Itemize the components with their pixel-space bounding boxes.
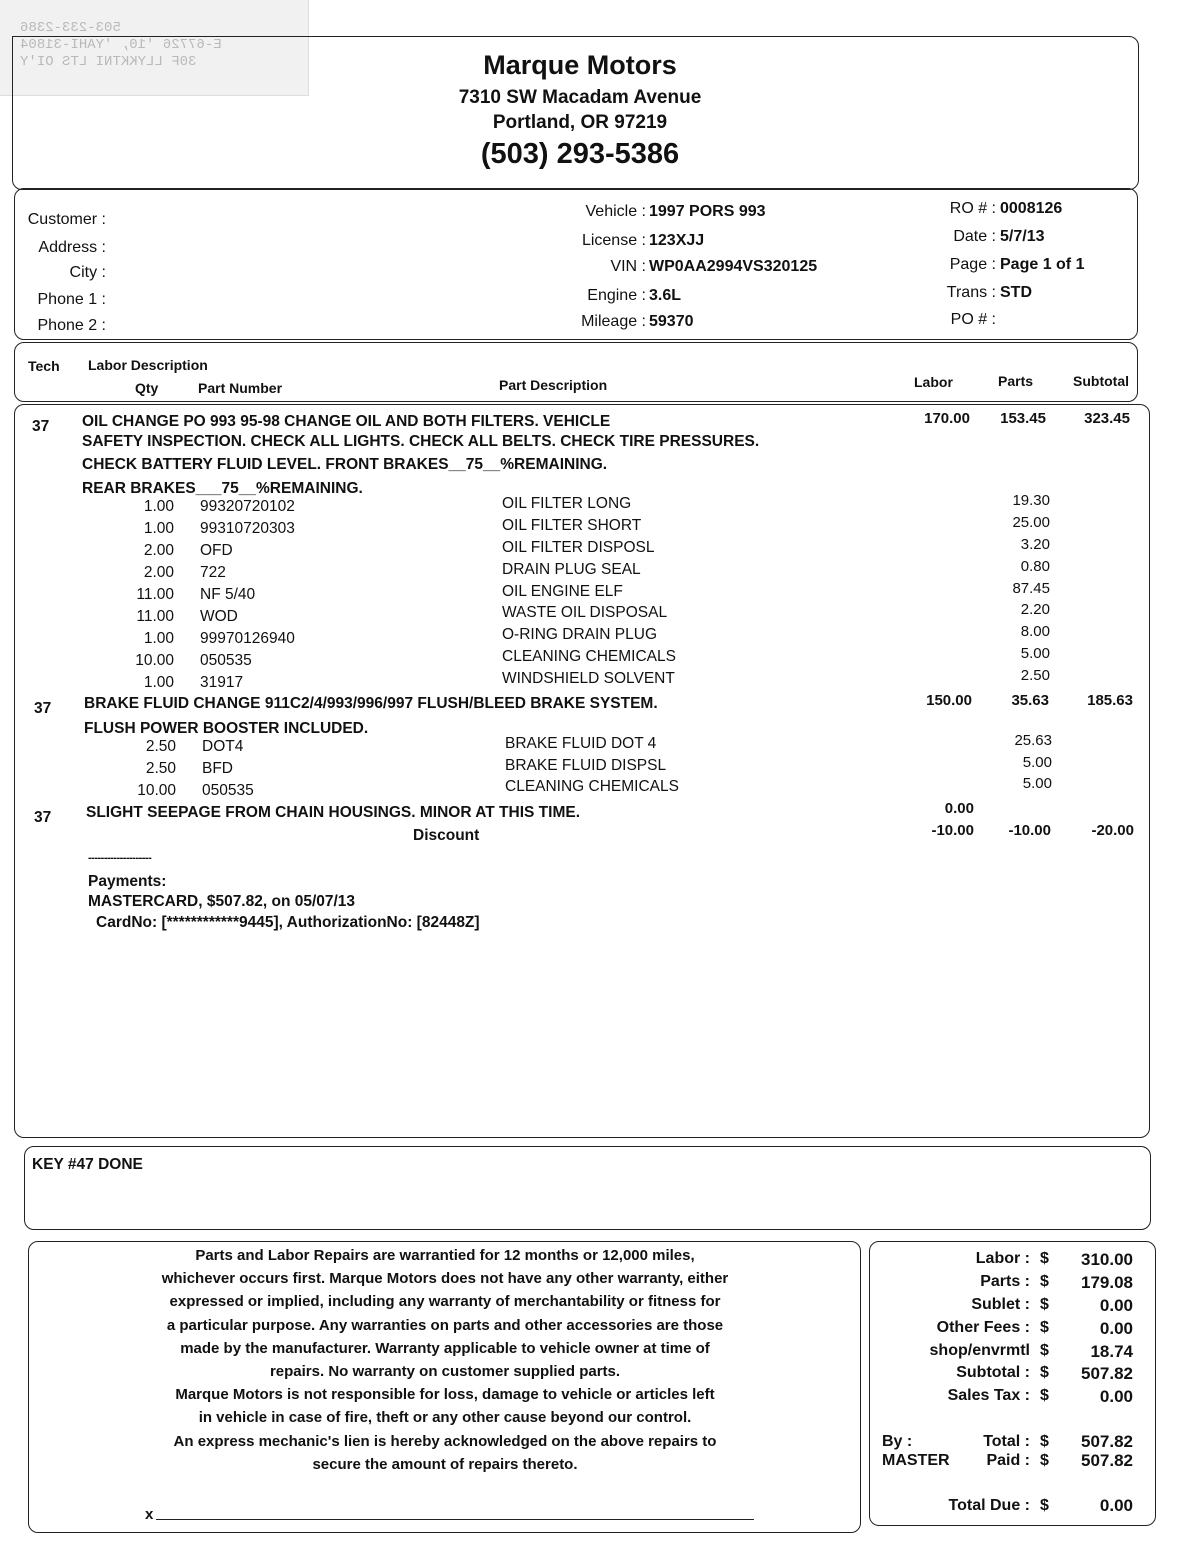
part-qty: 1.00 <box>143 520 174 537</box>
job-labor: 150.00 <box>926 692 972 709</box>
notes-box <box>24 1146 1151 1230</box>
discount-label: Discount <box>413 827 480 844</box>
part-qty: 1.00 <box>143 630 174 647</box>
col-parts: Parts <box>998 373 1034 389</box>
part-description: OIL ENGINE ELF <box>502 583 623 600</box>
trans-value: STD <box>1000 284 1032 301</box>
ro-value: 0008126 <box>1000 200 1063 217</box>
part-number: 050535 <box>202 782 254 799</box>
part-price: 0.80 <box>1020 558 1050 575</box>
col-labor: Labor <box>914 374 953 390</box>
part-qty: 10.00 <box>137 782 176 799</box>
part-qty: 2.00 <box>143 542 174 559</box>
job-parts: 35.63 <box>1011 692 1049 709</box>
warranty-line: made by the manufacturer. Warranty applicable to vehicle owner at time of <box>180 1339 710 1357</box>
job-tech: 37 <box>34 809 52 826</box>
currency-sign: $ <box>1040 1250 1049 1267</box>
warranty-line: a particular purpose. Any warranties on parts and other accessories are those <box>166 1316 724 1334</box>
totals-value: 0.00 <box>1099 1296 1133 1315</box>
col-part-description: Part Description <box>499 377 608 393</box>
po-label: PO # : <box>950 311 996 328</box>
part-number: NF 5/40 <box>200 586 256 603</box>
col-labor-description: Labor Description <box>88 357 208 373</box>
currency-sign: $ <box>1040 1452 1049 1469</box>
vin-label: VIN : <box>610 258 646 275</box>
ro-label: RO # : <box>949 200 996 217</box>
signature-line[interactable] <box>156 1519 754 1520</box>
address-label: Address : <box>38 239 106 256</box>
total-value: 507.82 <box>1081 1432 1133 1451</box>
part-qty: 1.00 <box>143 498 174 515</box>
job-description-line: OIL CHANGE PO 993 95-98 CHANGE OIL AND BOTH FILTERS. VEHICLE <box>82 413 611 430</box>
job-subtotal: 323.45 <box>1084 410 1130 427</box>
part-description: BRAKE FLUID DISPSL <box>505 757 667 774</box>
part-qty: 2.50 <box>145 760 176 777</box>
paid-value: 507.82 <box>1081 1451 1133 1470</box>
warranty-line: Marque Motors is not responsible for loss, damage to vehicle or articles left <box>175 1386 715 1404</box>
part-number: 99970126940 <box>200 630 295 647</box>
license-value: 123XJJ <box>649 232 705 249</box>
total-due-value: 0.00 <box>1099 1496 1133 1515</box>
col-qty: Qty <box>135 380 159 396</box>
currency-sign: $ <box>1040 1433 1049 1450</box>
payments-divider: -------------------- <box>88 852 152 864</box>
totals-label: Parts : <box>980 1273 1030 1290</box>
totals-label: Other Fees : <box>936 1319 1030 1336</box>
totals-label: Subtotal : <box>956 1364 1030 1381</box>
part-description: WASTE OIL DISPOSAL <box>502 604 668 621</box>
discount-parts: -10.00 <box>1008 822 1051 839</box>
part-price: 8.00 <box>1020 623 1050 640</box>
warranty-line: Parts and Labor Repairs are warrantied for 12 months or 12,000 miles, <box>195 1247 695 1264</box>
warranty-line: expressed or implied, including any warranty of merchantability or fitness for <box>169 1293 721 1311</box>
currency-sign: $ <box>1040 1319 1049 1336</box>
part-price: 25.00 <box>1012 514 1050 531</box>
part-description: O-RING DRAIN PLUG <box>502 626 658 643</box>
date-label: Date : <box>953 228 996 245</box>
col-tech: Tech <box>28 358 60 374</box>
totals-value: 18.74 <box>1090 1342 1133 1361</box>
totals-value: 507.82 <box>1081 1364 1133 1383</box>
part-description: BRAKE FLUID DOT 4 <box>505 735 657 752</box>
signature-mark: x <box>145 1506 154 1523</box>
totals-label: Sublet : <box>971 1296 1030 1313</box>
job-description-line: SAFETY INSPECTION. CHECK ALL LIGHTS. CHECK ALL BELTS. CHECK TIRE PRESSURES. <box>82 433 760 450</box>
job-subtotal: 185.63 <box>1087 692 1133 709</box>
customer-label: Customer : <box>27 211 106 228</box>
part-price: 87.45 <box>1012 580 1050 597</box>
paid-label: Paid : <box>986 1452 1030 1469</box>
col-part-number: Part Number <box>198 380 283 396</box>
job-tech: 37 <box>32 418 50 435</box>
job-description-line: FLUSH POWER BOOSTER INCLUDED. <box>84 720 369 737</box>
phone1-label: Phone 1 : <box>37 291 106 308</box>
totals-label: Sales Tax : <box>947 1387 1030 1404</box>
part-price: 19.30 <box>1012 492 1050 509</box>
payment-line: MASTERCARD, $507.82, on 05/07/13 <box>88 893 356 910</box>
part-number: OFD <box>200 542 233 559</box>
job-description-line: CHECK BATTERY FLUID LEVEL. FRONT BRAKES__75__%REMAINING. <box>82 456 608 473</box>
job-labor: 0.00 <box>944 800 974 817</box>
part-number: 722 <box>200 564 226 581</box>
payments-label: Payments: <box>88 873 167 890</box>
part-qty: 11.00 <box>136 608 174 625</box>
part-number: BFD <box>202 760 233 777</box>
currency-sign: $ <box>1040 1497 1049 1514</box>
engine-label: Engine : <box>587 287 646 304</box>
job-description-line: REAR BRAKES___75__%REMAINING. <box>82 480 363 497</box>
date-value: 5/7/13 <box>1000 228 1045 245</box>
part-price: 2.50 <box>1020 667 1050 684</box>
part-qty: 10.00 <box>135 652 174 669</box>
part-number: 050535 <box>200 652 252 669</box>
part-description: OIL FILTER SHORT <box>502 517 642 534</box>
totals-value: 179.08 <box>1081 1273 1133 1292</box>
part-number: DOT4 <box>202 738 244 755</box>
currency-sign: $ <box>1040 1273 1049 1290</box>
part-description: CLEANING CHEMICALS <box>502 648 676 665</box>
engine-value: 3.6L <box>649 287 682 304</box>
vehicle-label: Vehicle : <box>585 203 646 220</box>
phone2-label: Phone 2 : <box>37 317 106 334</box>
page-label: Page : <box>949 256 996 273</box>
by-label: By : <box>882 1433 913 1450</box>
part-number: 99310720303 <box>200 520 295 537</box>
warranty-line: whichever occurs first. Marque Motors does not have any other warranty, either <box>161 1270 729 1288</box>
warranty-line: in vehicle in case of fire, theft or any other cause beyond our control. <box>198 1409 692 1427</box>
warranty-text <box>125 1244 765 1476</box>
shop-address-line1: 7310 SW Macadam Avenue <box>458 87 702 108</box>
faded-stamp: 503-233-2386 E-67726 '10, 'YAHI-31804 30F LLYKKTNI LTS OI'Y <box>0 0 309 96</box>
vehicle-value: 1997 PORS 993 <box>649 203 766 220</box>
mileage-value: 59370 <box>649 313 694 330</box>
warranty-line: repairs. No warranty on customer supplied parts. <box>269 1363 621 1381</box>
part-description: OIL FILTER DISPOSL <box>502 539 655 556</box>
part-description: DRAIN PLUG SEAL <box>502 561 641 578</box>
license-label: License : <box>581 232 646 249</box>
total-label: Total : <box>983 1433 1030 1450</box>
shop-name: Marque Motors <box>483 50 677 80</box>
part-number: 31917 <box>200 674 244 691</box>
notes-text: KEY #47 DONE <box>32 1156 143 1173</box>
part-description: OIL FILTER LONG <box>502 495 632 512</box>
trans-label: Trans : <box>946 284 996 301</box>
part-description: CLEANING CHEMICALS <box>505 778 679 795</box>
job-labor: 170.00 <box>924 410 970 427</box>
totals-value: 0.00 <box>1099 1319 1133 1338</box>
page-value: Page 1 of 1 <box>1000 256 1085 273</box>
part-qty: 1.00 <box>143 674 174 691</box>
totals-label: Labor : <box>975 1250 1030 1267</box>
mileage-label: Mileage : <box>581 313 646 330</box>
part-price: 3.20 <box>1020 536 1050 553</box>
payment-card-line: CardNo: [************9445], AuthorizationNo: [82448Z] <box>96 914 480 931</box>
currency-sign: $ <box>1040 1342 1049 1359</box>
shop-address-line2: Portland, OR 97219 <box>492 112 668 133</box>
currency-sign: $ <box>1040 1387 1049 1404</box>
part-price: 2.20 <box>1020 601 1050 618</box>
shop-phone: (503) 293-5386 <box>480 138 680 170</box>
warranty-line: secure the amount of repairs thereto. <box>312 1455 578 1473</box>
totals-value: 0.00 <box>1099 1387 1133 1406</box>
job-parts: 153.45 <box>1000 410 1046 427</box>
part-price: 5.00 <box>1022 754 1052 771</box>
part-qty: 2.00 <box>143 564 174 581</box>
part-qty: 2.50 <box>145 738 176 755</box>
part-price: 5.00 <box>1022 775 1052 792</box>
part-number: WOD <box>200 608 238 625</box>
job-description-line: BRAKE FLUID CHANGE 911C2/4/993/996/997 FLUSH/BLEED BRAKE SYSTEM. <box>84 695 658 712</box>
by-value: MASTER <box>882 1452 950 1469</box>
currency-sign: $ <box>1040 1296 1049 1313</box>
part-price: 25.63 <box>1014 732 1052 749</box>
part-price: 5.00 <box>1020 645 1050 662</box>
part-number: 99320720102 <box>200 498 295 515</box>
discount-labor: -10.00 <box>931 822 974 839</box>
totals-value: 310.00 <box>1081 1250 1133 1269</box>
vin-value: WP0AA2994VS320125 <box>649 258 818 275</box>
part-qty: 11.00 <box>136 586 174 603</box>
col-subtotal: Subtotal <box>1073 373 1129 389</box>
city-label: City : <box>69 264 106 281</box>
job-description-line: SLIGHT SEEPAGE FROM CHAIN HOUSINGS. MINOR AT THIS TIME. <box>86 804 581 821</box>
job-tech: 37 <box>34 700 52 717</box>
warranty-line: An express mechanic's lien is hereby acknowledged on the above repairs to <box>173 1432 717 1450</box>
currency-sign: $ <box>1040 1364 1049 1381</box>
totals-label: shop/envrmtl <box>929 1342 1030 1359</box>
part-description: WINDSHIELD SOLVENT <box>502 670 675 687</box>
total-due-label: Total Due : <box>948 1497 1030 1514</box>
discount-subtotal: -20.00 <box>1091 822 1134 839</box>
